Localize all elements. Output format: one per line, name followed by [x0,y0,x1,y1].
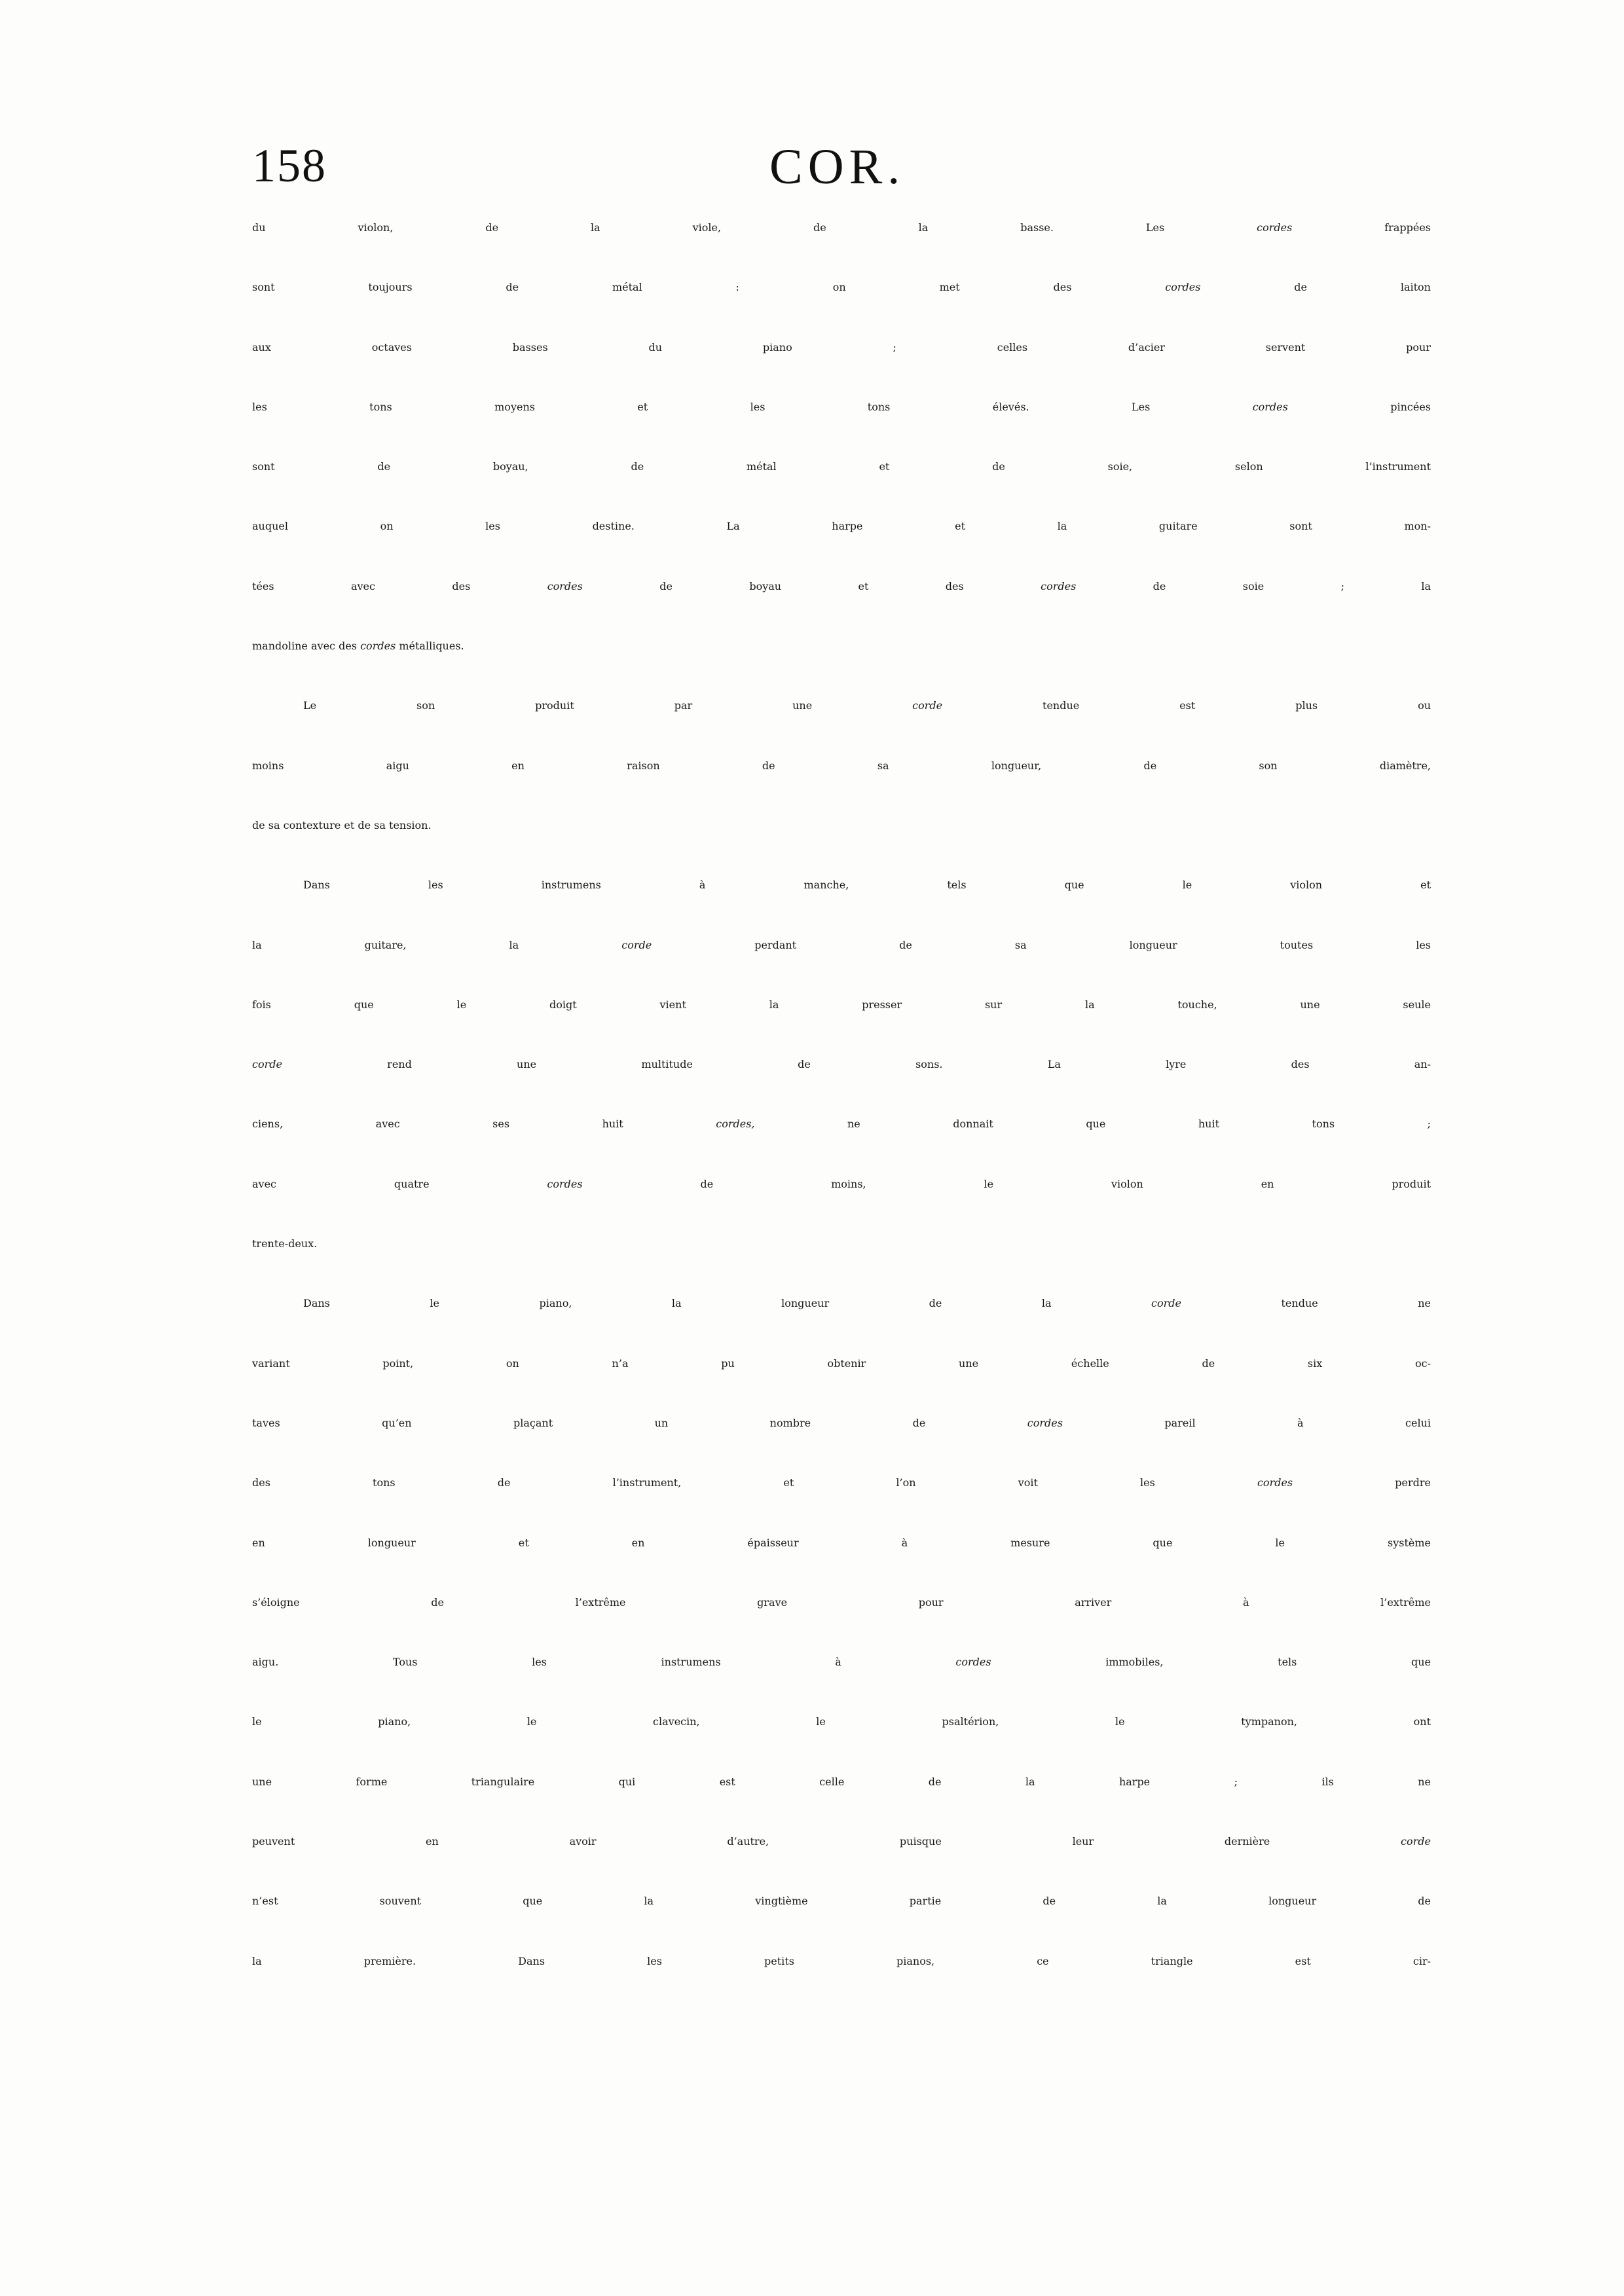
running-head: COR. [769,139,906,194]
italic-term: cordes [955,1656,991,1669]
italic-term: cordes, [716,1118,755,1131]
text-segment: des tons de l’instrument, et l’on voit les [252,1476,1257,1489]
italic-term: cordes [1252,400,1288,413]
text-segment: avec quatre [252,1177,547,1190]
text-line [252,520,1431,579]
text-segment: mandoline avec des [252,640,361,653]
text-line [252,1178,1431,1237]
text-line [252,1895,1431,1954]
text-segment: s’éloigne de l’extrême grave pour arriver à l’extrême [252,1595,1431,1609]
text-segment: auquel on les destine. La harpe et la guitare sont mon- [252,520,1431,533]
text-line [252,819,1431,879]
text-segment: ne donnait que huit tons ; [754,1118,1431,1131]
text-line [252,580,1431,640]
text-line [252,699,1431,759]
text-line [252,1776,1431,1835]
text-segment: perdre [1293,1476,1431,1489]
text-line [252,1297,1431,1357]
text-segment: les tons moyens et les tons élevés. Les [252,400,1253,413]
text-line [252,1835,1431,1895]
text-segment: du violon, de la viole, de la basse. Les [252,221,1257,234]
text-line [252,1118,1431,1177]
text-segment: tendue ne [1181,1297,1431,1310]
text-line [252,1656,1431,1715]
text-segment: frappées [1292,221,1431,234]
text-segment: de sa contexture et de sa tension. [252,818,432,831]
text-line [252,1715,1431,1775]
text-line [252,1237,1431,1297]
text-segment: la première. Dans les petits pianos, ce triangle est cir- [252,1954,1431,1967]
text-segment: de moins, le violon en produit [582,1177,1431,1190]
text-segment: variant point, on n’a pu obtenir une échelle de six oc- [252,1357,1431,1370]
italic-term: cordes [360,640,396,653]
text-line [252,759,1431,819]
text-segment: métalliques. [396,640,464,653]
text-line [252,939,1431,998]
text-segment: trente-deux. [252,1237,318,1250]
text-line [252,1058,1431,1118]
text-line [252,1596,1431,1656]
text-line [252,341,1431,401]
text-segment: peuvent en avoir d’autre, puisque leur dernière [252,1835,1401,1848]
text-segment: sont toujours de métal : on met des [252,281,1166,294]
text-line [252,221,1431,281]
text-line [252,640,1431,699]
italic-term: cordes [547,579,583,592]
text-line [252,401,1431,460]
text-line [252,1357,1431,1417]
text-segment: pareil à celui [1062,1416,1431,1429]
text-line [252,998,1431,1058]
italic-term: corde [1401,1835,1431,1848]
text-line [252,1537,1431,1596]
italic-term: corde [621,938,652,951]
italic-term: corde [252,1058,282,1071]
text-line [252,879,1431,938]
text-segment: taves qu’en plaçant un nombre de [252,1416,1027,1429]
text-segment: moins aigu en raison de sa longueur, de son diamètre, [252,759,1431,772]
text-line [252,1476,1431,1536]
text-line [252,281,1431,340]
text-segment: aigu. Tous les instrumens à [252,1656,956,1669]
text-line [252,1955,1431,2014]
text-line [252,460,1431,520]
text-segment: aux octaves basses du piano ; celles d’acier servent pour [252,340,1431,354]
text-segment: sont de boyau, de métal et de soie, selon l’instrument [252,460,1431,473]
text-segment: fois que le doigt vient la presser sur la touche, une seule [252,998,1431,1011]
italic-term: cordes [1041,579,1077,592]
text-segment: Dans le piano, la longueur de la [303,1297,1152,1310]
text-segment: tendue est plus ou [942,699,1431,712]
text-segment: le piano, le clavecin, le psaltérion, le tympanon, ont [252,1715,1431,1728]
italic-term: cordes [1257,1476,1293,1489]
text-segment: immobiles, tels que [991,1656,1431,1669]
italic-term: cordes [1257,221,1293,234]
text-segment: perdant de sa longueur toutes les [652,938,1431,951]
italic-term: cordes [1027,1416,1063,1429]
text-segment: de soie ; la [1076,579,1431,592]
text-segment: tées avec des [252,579,547,592]
text-segment: Dans les instrumens à manche, tels que le violon et [303,879,1431,892]
italic-term: corde [1151,1297,1181,1310]
text-segment: de boyau et des [582,579,1041,592]
text-segment: Le son produit par une [303,699,913,712]
italic-term: cordes [1165,281,1201,294]
body-text [252,221,1431,2014]
text-line [252,1417,1431,1476]
text-segment: pincées [1287,400,1431,413]
italic-term: cordes [547,1177,583,1190]
text-segment: en longueur et en épaisseur à mesure que le système [252,1536,1431,1549]
text-segment: ciens, avec ses huit [252,1118,716,1131]
italic-term: corde [912,699,943,712]
text-segment: la guitare, la [252,938,622,951]
text-segment: une forme triangulaire qui est celle de la harpe ; ils ne [252,1775,1431,1788]
text-segment: n’est souvent que la vingtième partie de la longueur de [252,1895,1431,1908]
text-segment: rend une multitude de sons. La lyre des an- [282,1058,1431,1071]
page-number: 158 [252,139,327,192]
page-header [252,139,1431,211]
text-segment: de laiton [1200,281,1431,294]
